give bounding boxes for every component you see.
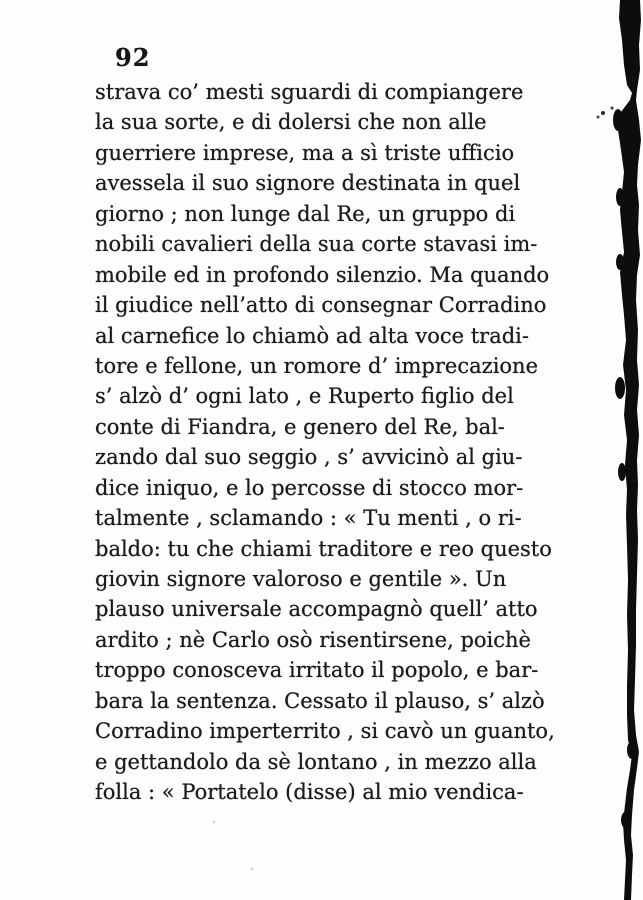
text-line: strava co’ mesti sguardi di compiangere [95,80,524,104]
text-line: al carnefice lo chiamò ad alta voce tradi- [95,323,529,348]
text-line: baldo: tu che chiami traditore e reo questo [95,536,552,561]
text-line: talmente , sclamando : « Tu menti , o ri- [95,506,522,531]
page-number: 92 [115,43,151,72]
text-line: folla : « Portatelo (disse) al mio vendica- [95,780,524,805]
text-line: avessela il suo signore destinata in quel [95,171,521,196]
text-line: bara la sentenza. Cessato il plauso, s’ alzò [95,688,545,713]
text-line: troppo conosceva irritato il popolo, e bar- [95,658,539,683]
text-line: dice iniquo, e lo percosse di stocco mor- [95,475,524,500]
text-line: guerriere imprese, ma a sì triste ufficio [95,140,515,165]
text-line: ardito ; nè Carlo osò risentirsene, poichè [95,627,531,652]
text-line: mobile ed in profondo silenzio. Ma quando [95,262,550,287]
text-line: giorno ; non lunge dal Re, un gruppo di [95,201,516,226]
text-line: nobili cavalieri della sua corte stavasi im- [95,232,538,257]
text-line: Corradino imperterrito , si cavò un guanto, [95,719,555,744]
text-line: giovin signore valoroso e gentile ». Un [95,567,507,591]
text-block [95,77,555,808]
text-line: e gettandolo da sè lontano , in mezzo alla [95,749,537,774]
text-line: zando dal suo seggio , s’ avvicinò al giu- [95,445,523,470]
text-line: plauso universale accompagnò quell’ atto [95,597,538,622]
text-line: tore e fellone, un romore d’ imprecazione [95,353,538,378]
text-line: s’ alzò d’ ogni lato , e Ruperto figlio del [95,384,514,409]
text-line: il giudice nell’atto di consegnar Corradino [95,293,547,318]
text-line: la sua sorte, e di dolersi che non alle [95,110,487,135]
text-line: conte di Fiandra, e genero del Re, bal- [95,414,505,439]
